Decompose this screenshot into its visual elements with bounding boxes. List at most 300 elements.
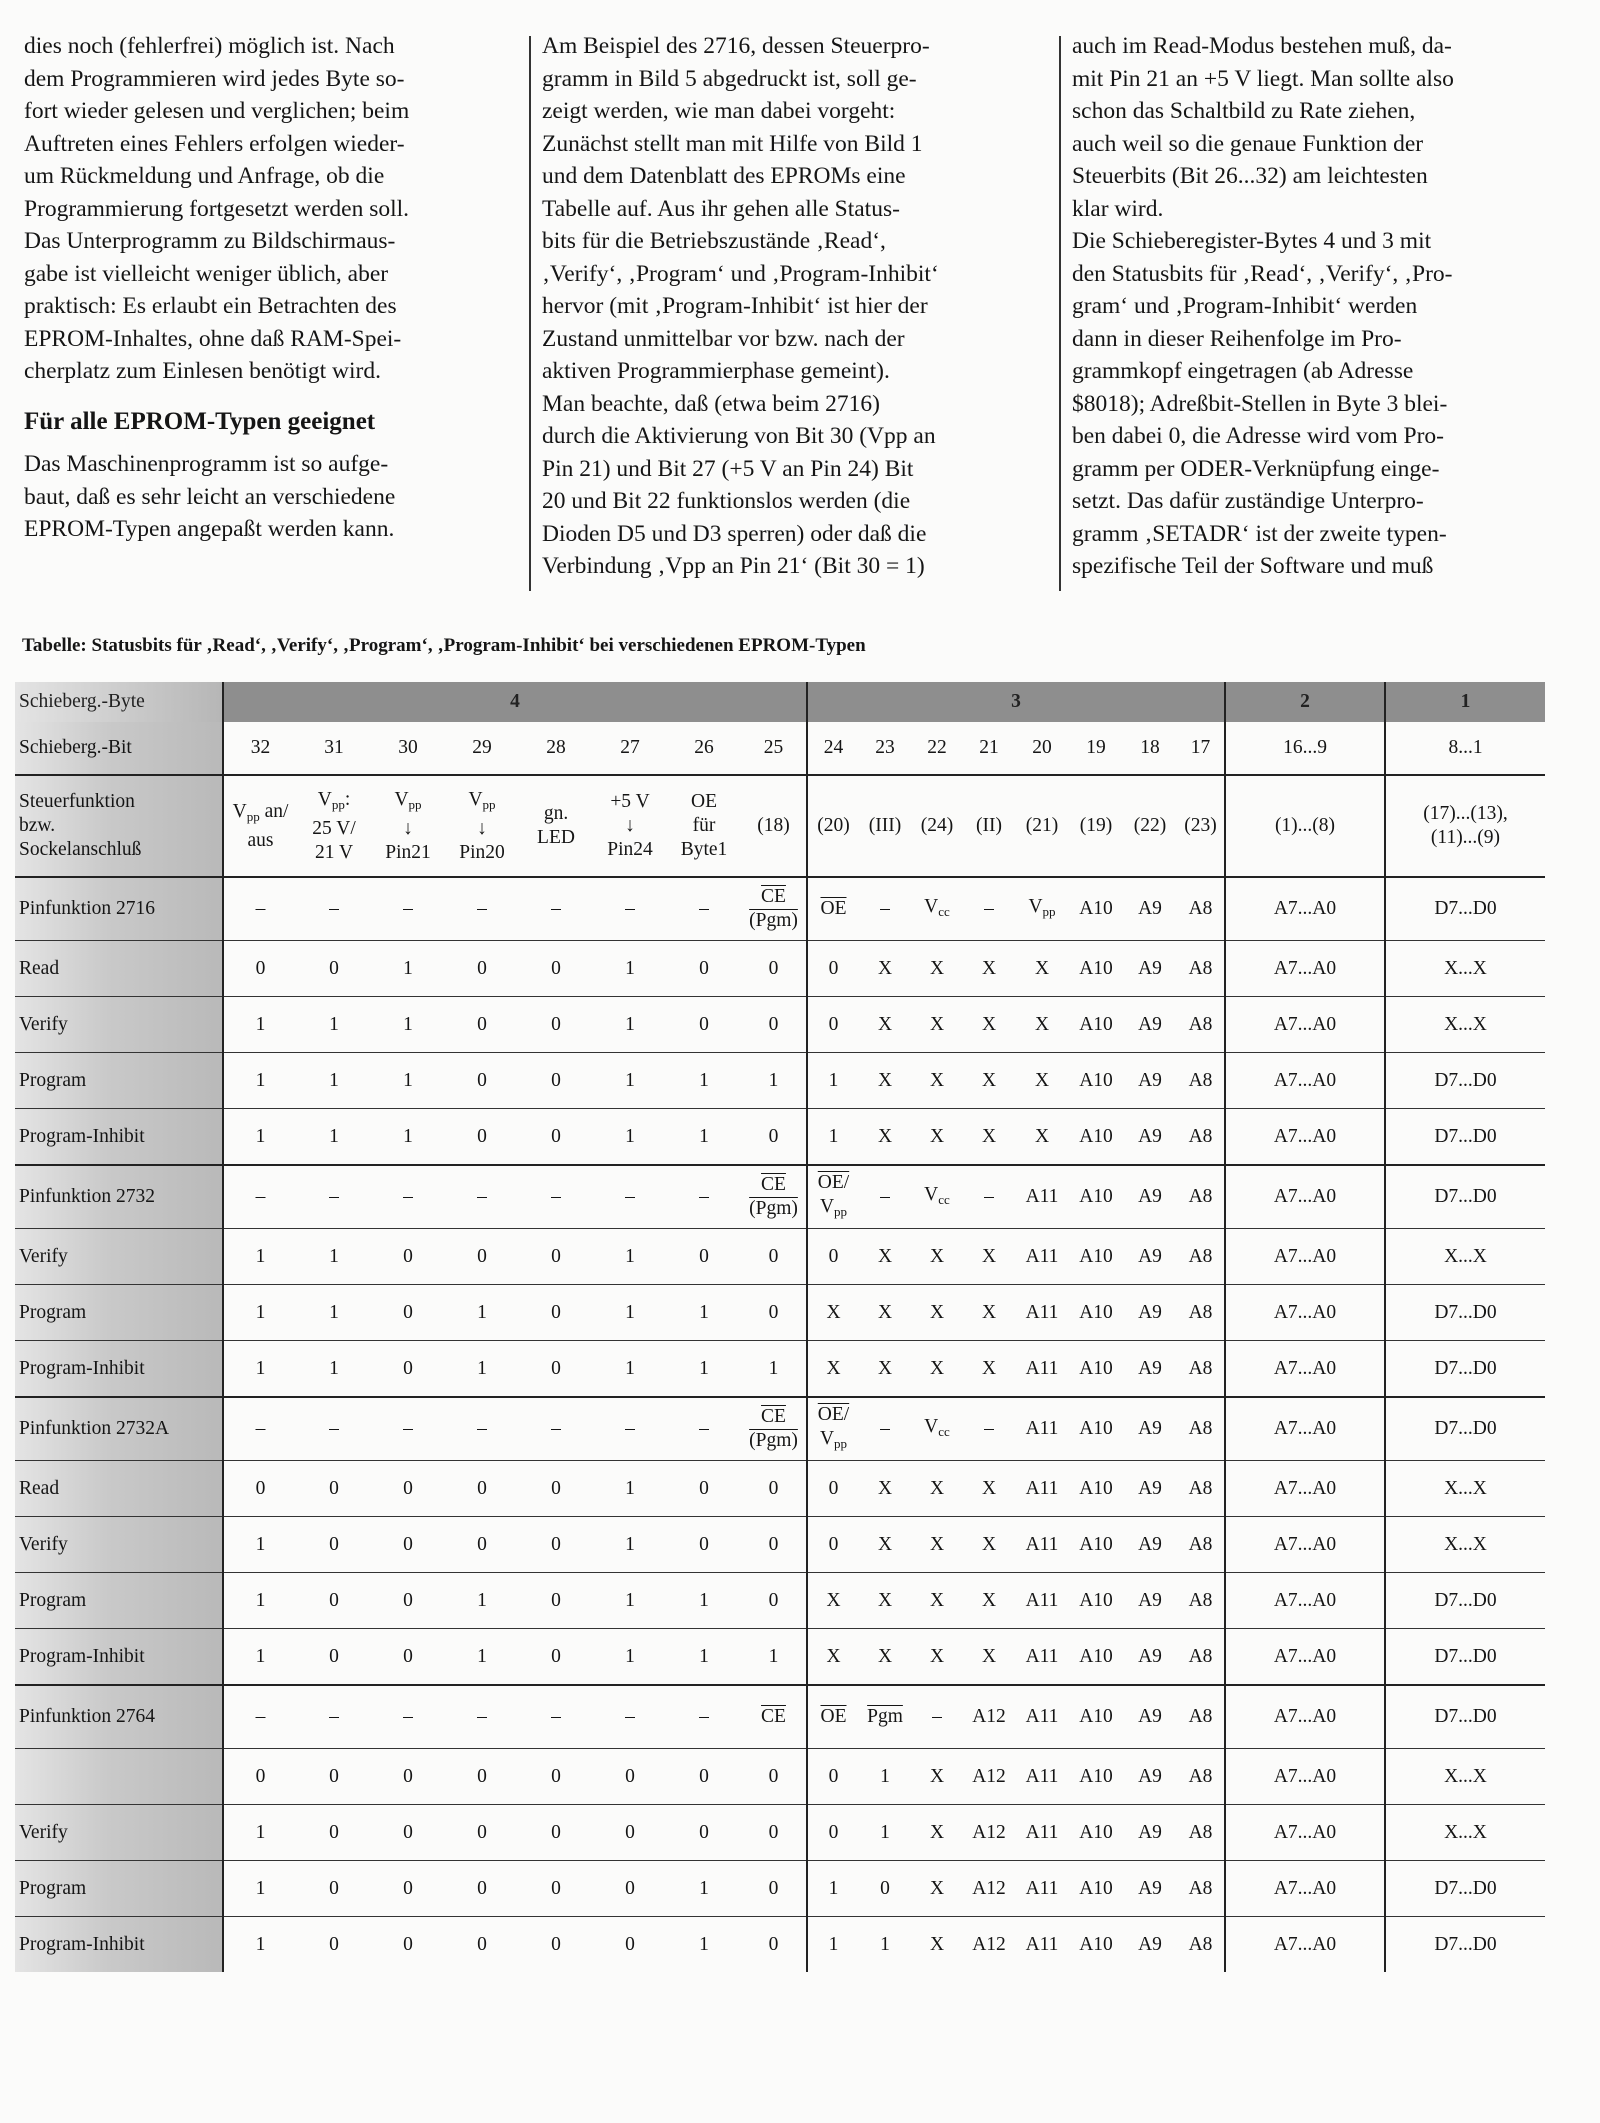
byte-label: Schieberg.-Byte (15, 682, 223, 722)
mode-label: Program (15, 1285, 223, 1341)
function-subscript: pp (331, 796, 345, 812)
pin-text: A7...A0 (1273, 1418, 1337, 1439)
function-label-line: Sockelanschluß (19, 839, 142, 860)
status-cell: A10 (1069, 1805, 1123, 1861)
pin-cell (1123, 1397, 1177, 1461)
pin-text: – (255, 1706, 266, 1727)
status-cell: 1 (593, 1573, 667, 1629)
function-cell (963, 775, 1015, 877)
byte-number: 1 (1385, 682, 1545, 722)
status-cell: 0 (519, 1517, 593, 1573)
status-cell: 0 (741, 1229, 807, 1285)
mode-label: Verify (15, 1229, 223, 1285)
status-cell: 1 (223, 1053, 297, 1109)
status-cell: A10 (1069, 1285, 1123, 1341)
status-cell: D7...D0 (1385, 1053, 1545, 1109)
function-cell (859, 775, 911, 877)
function-subscript: pp (482, 796, 496, 812)
function-cell (297, 775, 371, 877)
body-line: setzt. Das dafür zuständige Unterpro- (1072, 488, 1424, 514)
bit-number: 25 (741, 722, 807, 775)
body-line: gramm ‚SETADR‘ ist der zweite typen- (1072, 520, 1447, 547)
pinfunction-label: Pinfunktion 2732A (15, 1397, 223, 1461)
pin-text: – (625, 1706, 635, 1727)
pin-cell (963, 877, 1015, 941)
bit-number: 24 (807, 722, 859, 775)
body-line: klar wird. (1072, 195, 1164, 222)
status-cell: D7...D0 (1385, 1573, 1545, 1629)
status-cell: 0 (371, 1861, 445, 1917)
function-text: ↓ (477, 817, 487, 839)
pin-subscript: cc (938, 903, 950, 919)
table-row (15, 1629, 1545, 1686)
byte-number: 2 (1225, 682, 1385, 722)
pin-text: A10 (1079, 898, 1113, 919)
status-cell: 0 (667, 1229, 741, 1285)
pin-cell (859, 877, 911, 941)
pin-cell (1385, 1397, 1545, 1461)
pin-text: D7...D0 (1434, 1418, 1497, 1439)
status-cell: A7...A0 (1225, 1517, 1385, 1573)
pin-cell (371, 1397, 445, 1461)
pin-cell (741, 1165, 807, 1229)
pin-cell (859, 1685, 911, 1749)
pin-cell (1177, 1397, 1225, 1461)
body-line: schon das Schaltbild zu Rate ziehen, (1072, 98, 1416, 124)
status-cell: A8 (1177, 1805, 1225, 1861)
status-cell: A8 (1177, 997, 1225, 1053)
status-cell: A9 (1123, 1341, 1177, 1398)
status-cell: 0 (297, 1517, 371, 1573)
status-cell: D7...D0 (1385, 1629, 1545, 1686)
function-text: (19) (1079, 815, 1113, 836)
function-text: V (394, 788, 409, 810)
pin-cell (859, 1165, 911, 1229)
body-line: Die Schieberegister-Bytes 4 und 3 mit (1072, 228, 1432, 254)
status-cell: A12 (963, 1749, 1015, 1805)
status-cell: 0 (519, 1573, 593, 1629)
status-cell: A10 (1069, 941, 1123, 997)
pin-text: – (699, 1706, 709, 1727)
pin-cell (223, 1397, 297, 1461)
function-cell (223, 775, 297, 877)
status-cell: 0 (297, 1461, 371, 1517)
pin-cell (911, 1685, 963, 1749)
body-line: spezifische Teil der Software und muß (1072, 553, 1434, 579)
status-cell: X (963, 997, 1015, 1053)
status-cell: 1 (445, 1341, 519, 1398)
status-cell: A11 (1015, 1861, 1069, 1917)
function-label-line: bzw. (19, 815, 56, 836)
pin-text: $\overline{OE}$ (820, 898, 847, 919)
function-text: V (468, 788, 483, 810)
status-cell: X...X (1385, 1517, 1545, 1573)
status-cell: 1 (741, 1341, 807, 1398)
pin-cell (1123, 1165, 1177, 1229)
status-cell: A11 (1015, 1749, 1069, 1805)
status-cell: A9 (1123, 1917, 1177, 1973)
status-cell: X (859, 1629, 911, 1686)
pin-cell (223, 1685, 297, 1749)
status-cell: 0 (859, 1861, 911, 1917)
status-cell: X (807, 1629, 859, 1686)
status-cell: 0 (519, 997, 593, 1053)
pin-cell (1069, 1685, 1123, 1749)
pin-cell (445, 877, 519, 941)
body-line: dann in dieser Reihenfolge im Pro- (1072, 325, 1402, 352)
body-line: Tabelle auf. Aus ihr gehen alle Status- (542, 195, 900, 222)
status-cell: 1 (593, 941, 667, 997)
function-text: (24) (920, 815, 954, 836)
pin-text: – (403, 1418, 413, 1439)
function-cell (667, 775, 741, 877)
pin-text: V (924, 1183, 939, 1205)
status-cell: X (911, 1573, 963, 1629)
pin-cell (1177, 1685, 1225, 1749)
function-subscript: pp (408, 796, 422, 812)
pin-text: – (984, 898, 994, 919)
body-line: Pin 21) und Bit 27 (+5 V an Pin 24) Bit (542, 455, 914, 482)
status-cell: 0 (519, 1341, 593, 1398)
pin-cell (1123, 877, 1177, 941)
status-cell: A7...A0 (1225, 1805, 1385, 1861)
table-row (15, 1517, 1545, 1573)
status-cell: 0 (519, 1285, 593, 1341)
pin-cell (297, 1397, 371, 1461)
byte-number: 3 (807, 682, 1225, 722)
status-cell: A9 (1123, 1861, 1177, 1917)
function-text: Pin20 (459, 841, 505, 863)
pin-subscript: cc (938, 1191, 950, 1207)
function-text: Pin24 (607, 839, 653, 860)
status-cell: 0 (445, 1517, 519, 1573)
table-row (15, 1917, 1545, 1973)
function-text: LED (537, 827, 575, 848)
pin-cell (1385, 1685, 1545, 1749)
status-cell: 1 (593, 1109, 667, 1166)
pin-text: – (403, 1186, 413, 1207)
table-row (15, 1053, 1545, 1109)
pin-cell (371, 877, 445, 941)
pin-cell (1123, 1685, 1177, 1749)
status-cell: 1 (371, 997, 445, 1053)
status-cell: A9 (1123, 1285, 1177, 1341)
status-cell: A10 (1069, 1053, 1123, 1109)
pin-subscript: pp (834, 1435, 848, 1451)
status-cell: A9 (1123, 1517, 1177, 1573)
status-cell: A8 (1177, 941, 1225, 997)
body-line: auch weil so die genaue Funktion der (1072, 130, 1424, 157)
pin-cell (223, 1165, 297, 1229)
pin-cell (667, 1397, 741, 1461)
status-cell: 0 (519, 1109, 593, 1166)
function-text: (23) (1184, 815, 1217, 836)
status-cell: 0 (445, 941, 519, 997)
mode-label: Program-Inhibit (15, 1341, 223, 1398)
status-cell: 0 (297, 1805, 371, 1861)
pin-text: – (625, 898, 635, 919)
status-cell: X (859, 1053, 911, 1109)
body-line: Programmierung fortgesetzt werden soll. (24, 195, 410, 222)
pin-cell (1015, 1685, 1069, 1749)
pin-cell (519, 1685, 593, 1749)
pin-cell (963, 1397, 1015, 1461)
status-cell: 0 (741, 1917, 807, 1973)
status-cell: 1 (859, 1917, 911, 1973)
status-cell: A8 (1177, 1229, 1225, 1285)
pin-cell (1225, 877, 1385, 941)
status-cell: 0 (223, 941, 297, 997)
body-line: EPROM-Typen angepaßt werden kann. (24, 516, 395, 542)
status-cell: 0 (741, 1517, 807, 1573)
pin-text: $\overline{CE}$ (761, 1706, 786, 1727)
pin-cell (1015, 1397, 1069, 1461)
status-cell: X (911, 1749, 963, 1805)
status-cell: 0 (445, 1461, 519, 1517)
pin-subscript: pp (1042, 903, 1056, 919)
pin-cell (963, 1165, 1015, 1229)
status-cell: 0 (807, 941, 859, 997)
status-cell: 1 (593, 997, 667, 1053)
status-cell: 1 (223, 1573, 297, 1629)
status-cell: A8 (1177, 1285, 1225, 1341)
status-cell: X (807, 1341, 859, 1398)
status-cell: X (911, 1109, 963, 1166)
pin-text: A9 (1138, 898, 1162, 919)
status-cell: 0 (445, 1805, 519, 1861)
mode-label: Program (15, 1861, 223, 1917)
status-cell: 1 (445, 1573, 519, 1629)
status-cell: 0 (371, 1629, 445, 1686)
function-text: V (317, 788, 332, 810)
status-cell: X (963, 941, 1015, 997)
body-line: und dem Datenblatt des EPROMs eine (542, 163, 906, 189)
bit-number: 31 (297, 722, 371, 775)
pin-text: – (329, 1706, 339, 1727)
table-row (15, 941, 1545, 997)
status-cell: 1 (667, 1629, 741, 1686)
status-cell: X (859, 1461, 911, 1517)
pin-cell (667, 877, 741, 941)
status-cell: A10 (1069, 1861, 1123, 1917)
status-cell: X (1015, 941, 1069, 997)
status-cell: A9 (1123, 1805, 1177, 1861)
pin-cell (667, 1685, 741, 1749)
body-line: gramm in Bild 5 abgedruckt ist, soll ge- (542, 65, 917, 92)
status-cell: D7...D0 (1385, 1109, 1545, 1166)
pin-text: V (924, 1415, 939, 1437)
status-cell: A11 (1015, 1285, 1069, 1341)
function-text: V (232, 800, 247, 822)
status-cell: 1 (593, 1341, 667, 1398)
pin-subscript: cc (938, 1423, 950, 1439)
status-cell: A9 (1123, 1749, 1177, 1805)
status-cell: 1 (223, 1229, 297, 1285)
function-text: OE (691, 791, 717, 812)
status-cell: X (911, 941, 963, 997)
status-cell: X (911, 1805, 963, 1861)
status-cell: 1 (667, 1861, 741, 1917)
body-line: EPROM-Inhaltes, ohne daß RAM-Spei- (24, 325, 402, 352)
status-cell: A7...A0 (1225, 997, 1385, 1053)
function-cell (1015, 775, 1069, 877)
mode-label: Verify (15, 997, 223, 1053)
bit-number: 18 (1123, 722, 1177, 775)
pinfunction-label: Pinfunktion 2716 (15, 877, 223, 941)
pin-cell (911, 877, 963, 941)
pin-text: A7...A0 (1273, 1706, 1337, 1727)
status-cell: 1 (371, 1109, 445, 1166)
bit-number: 27 (593, 722, 667, 775)
body-line: Steuerbits (Bit 26...32) am leichtesten (1072, 163, 1428, 189)
body-line: $8018); Adreßbit-Stellen in Byte 3 blei- (1072, 390, 1448, 417)
status-cell: 0 (741, 1285, 807, 1341)
pinfunction-label: Pinfunktion 2764 (15, 1685, 223, 1749)
status-cell: X (963, 1229, 1015, 1285)
pin-text: – (551, 1418, 561, 1439)
pin-cell (667, 1165, 741, 1229)
status-cell: A9 (1123, 1109, 1177, 1166)
pin-cell (1015, 1165, 1069, 1229)
status-cell: 0 (371, 1517, 445, 1573)
pin-cell (519, 1165, 593, 1229)
mode-label: Read (15, 941, 223, 997)
body-line: Das Unterprogramm zu Bildschirmaus- (24, 228, 396, 254)
status-cell: X (911, 1285, 963, 1341)
status-cell: 1 (593, 1285, 667, 1341)
body-line: gramm per ODER-Verknüpfung einge- (1072, 455, 1440, 482)
status-cell: A11 (1015, 1229, 1069, 1285)
pin-text: $\overline{CE}$ (761, 1406, 786, 1427)
body-line: 20 und Bit 22 funktionslos werden (die (542, 488, 911, 514)
status-cell: 0 (741, 941, 807, 997)
pin-text: (Pgm) (749, 1198, 798, 1219)
function-cell (741, 775, 807, 877)
pin-cell (445, 1165, 519, 1229)
table-caption: Tabelle: Statusbits für ‚Read‘, ‚Verify‘, ‚Program‘, ‚Program-Inhibit‘ bei verschiedenen EPROM-Typen (22, 635, 866, 656)
status-cell: 1 (807, 1109, 859, 1166)
status-cell: A8 (1177, 1341, 1225, 1398)
status-cell: A12 (963, 1917, 1015, 1973)
table-row (15, 1461, 1545, 1517)
status-cell: X (859, 941, 911, 997)
body-line: grammkopf eingetragen (ab Adresse (1072, 358, 1414, 384)
body-line: ben dabei 0, die Adresse wird vom Pro- (1072, 423, 1445, 449)
status-cell: A11 (1015, 1805, 1069, 1861)
status-cell: 0 (371, 1805, 445, 1861)
body-line: Auftreten eines Fehlers erfolgen wieder- (24, 130, 405, 157)
status-cell: 1 (593, 1229, 667, 1285)
function-text: (11)...(9) (1430, 827, 1501, 848)
status-cell: 1 (667, 1285, 741, 1341)
pin-cell (1069, 1165, 1123, 1229)
status-cell: 1 (223, 997, 297, 1053)
pin-text: – (880, 1186, 890, 1207)
pin-text: – (477, 898, 487, 919)
status-cell: 0 (807, 1805, 859, 1861)
status-cell: A7...A0 (1225, 1749, 1385, 1805)
pin-text: – (625, 1186, 635, 1207)
status-cell: 0 (371, 1917, 445, 1973)
table-row (15, 1573, 1545, 1629)
status-cell: 0 (807, 1229, 859, 1285)
body-line: zeigt werden, wie man dabei vorgeht: (542, 98, 896, 124)
status-cell: A7...A0 (1225, 1341, 1385, 1398)
pin-cell (297, 1165, 371, 1229)
status-cell: 0 (445, 1861, 519, 1917)
body-line: fort wieder gelesen und verglichen; beim (24, 98, 410, 124)
body-line: gram‘ und ‚Program-Inhibit‘ werden (1072, 293, 1418, 319)
status-cell: 0 (741, 1573, 807, 1629)
status-cell: 1 (445, 1629, 519, 1686)
pin-text: – (329, 1418, 339, 1439)
status-cell: X...X (1385, 1805, 1545, 1861)
body-line: hervor (mit ‚Program-Inhibit‘ ist hier der (542, 293, 928, 319)
pin-text: – (255, 1418, 266, 1439)
pin-text: $\overline{OE}$ (820, 1706, 847, 1727)
status-cell: A8 (1177, 1573, 1225, 1629)
table-row (15, 997, 1545, 1053)
status-cell: 0 (741, 1861, 807, 1917)
status-cell: 0 (519, 1053, 593, 1109)
status-cell: A10 (1069, 1109, 1123, 1166)
article-column-2 (542, 30, 1052, 583)
status-cell: 1 (297, 1229, 371, 1285)
pin-text: (Pgm) (749, 1430, 798, 1451)
status-cell: 0 (667, 941, 741, 997)
body-line: aktiven Programmierphase gemeint). (542, 358, 890, 384)
status-cell: 0 (593, 1917, 667, 1973)
function-row (15, 775, 1545, 877)
status-cell: 0 (741, 997, 807, 1053)
body-line: dies noch (fehlerfrei) möglich ist. Nach (24, 33, 395, 59)
pin-text: A9 (1138, 1418, 1162, 1439)
pin-text: A7...A0 (1273, 898, 1337, 919)
pin-text: OE/ (817, 1403, 850, 1425)
status-cell: X (911, 1461, 963, 1517)
status-cell: X (963, 1285, 1015, 1341)
function-label (15, 775, 223, 877)
bit-number: 23 (859, 722, 911, 775)
status-cell: 0 (371, 1461, 445, 1517)
pinfunction-row (15, 1397, 1545, 1461)
mode-label: Read (15, 1461, 223, 1517)
status-cell: D7...D0 (1385, 1861, 1545, 1917)
status-cell: 0 (741, 1109, 807, 1166)
status-cell: X (859, 1573, 911, 1629)
status-cell: D7...D0 (1385, 1341, 1545, 1398)
status-cell: 0 (519, 1917, 593, 1973)
status-cell: A7...A0 (1225, 1109, 1385, 1166)
status-cell: 0 (371, 1229, 445, 1285)
status-cell: X (911, 1053, 963, 1109)
pin-text: – (625, 1418, 635, 1439)
status-cell: 0 (667, 1805, 741, 1861)
status-cell: 0 (297, 1917, 371, 1973)
pinfunction-row (15, 1685, 1545, 1749)
table-row (15, 1109, 1545, 1166)
pin-text: A12 (972, 1706, 1006, 1727)
pin-text: V (1028, 895, 1043, 917)
status-cell: 0 (445, 1229, 519, 1285)
pin-cell (593, 1685, 667, 1749)
pin-cell (859, 1397, 911, 1461)
pin-cell (963, 1685, 1015, 1749)
status-cell: A7...A0 (1225, 1573, 1385, 1629)
section-heading: Für alle EPROM-Typen geeignet (24, 407, 376, 435)
status-cell: 1 (445, 1285, 519, 1341)
function-text: (18) (757, 815, 790, 836)
